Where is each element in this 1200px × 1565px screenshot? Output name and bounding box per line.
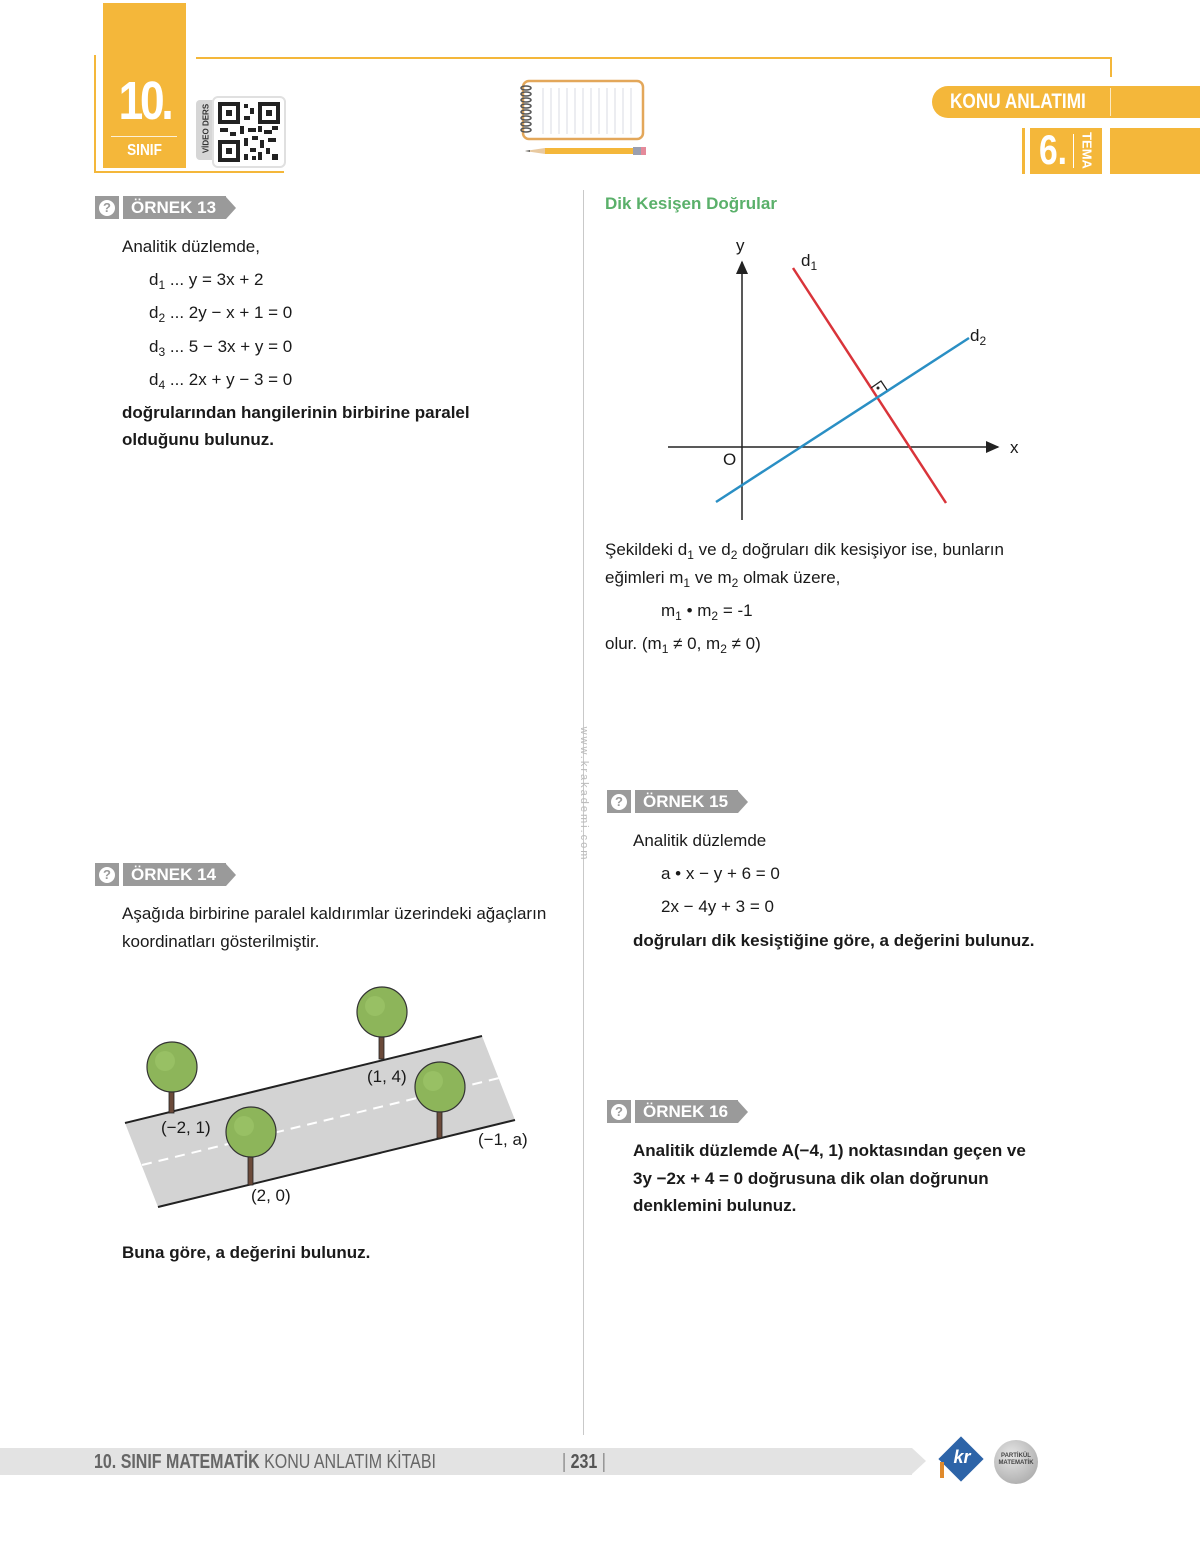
road-trees-illustration [115, 975, 545, 1215]
question-icon: ? [95, 196, 119, 219]
example-14-tag [95, 863, 236, 886]
theme-bar [1022, 128, 1025, 174]
kr-logo-text: kr [953, 1447, 971, 1467]
theory-paragraph-2: eğimleri $m_1$ ve $m_2$ olmak üzere, [605, 568, 841, 590]
x-axis-label: x [1010, 438, 1019, 457]
example-13-line-d4: $d_4$ ... 2x + y − 3 = 0 [149, 370, 293, 392]
example-13-tag [95, 196, 236, 219]
example-15-label: ÖRNEK 15 [635, 790, 738, 813]
example-13-line-d2: $d_2$ ... 2y − x + 1 = 0 [149, 303, 293, 325]
partikul-logo-text: PARTİKÜL MATEMATİK [998, 1453, 1034, 1466]
theory-paragraph-3: olur. ($m_1 \ne 0$, $m_2 \ne 0$) [605, 634, 761, 656]
theme-divider [1073, 134, 1074, 168]
example-13-intro: Analitik düzlemde, [122, 237, 260, 256]
website-watermark: www.krakademi.com [578, 726, 590, 862]
section-label: KONU ANLATIMI [950, 90, 1086, 113]
example-13-line-d3: $d_3$ ... 5 − 3x + y = 0 [149, 337, 293, 359]
qr-code[interactable] [212, 96, 286, 168]
d1-label: $d_1$ [801, 251, 818, 273]
example-15-tag [607, 790, 748, 813]
footer-title-regular: KONU ANLATIM KİTABI [259, 1451, 436, 1473]
example-15-question: doğruları dik kesiştiğine göre, a değerini bulunuz. [633, 931, 1035, 950]
point-label-tree-4: (−1, a) [478, 1130, 528, 1149]
theory-title: Dik Kesişen Doğrular [605, 194, 777, 213]
example-13-label: ÖRNEK 13 [123, 196, 226, 219]
header-frame-bottom [94, 171, 284, 173]
theory-formula: $m_1$ • $m_2 = -1$ [661, 601, 753, 623]
tree-icon [357, 987, 407, 1059]
question-icon: ? [607, 790, 631, 813]
example-13-question-2: olduğunu bulunuz. [122, 430, 275, 449]
example-14-line-1: Aşağıda birbirine paralel kaldırımlar üzerindeki ağaçların [122, 904, 547, 923]
example-14-label: ÖRNEK 14 [123, 863, 226, 886]
theory-paragraph-1: Şekildeki $d_1$ ve $d_2$ doğruları dik kesişiyor ise, bunların [605, 540, 1004, 562]
grade-label: SINIF [127, 142, 162, 159]
video-label: VİDEO DERS [201, 103, 211, 154]
footer-title [94, 1451, 436, 1474]
section-divider [1110, 88, 1111, 116]
example-14-question: Buna göre, a değerini bulunuz. [122, 1243, 371, 1262]
question-icon: ? [95, 863, 119, 886]
d2-label: $d_2$ [970, 326, 987, 348]
theme-number: 6. [1038, 126, 1068, 173]
example-16-tag [607, 1100, 748, 1123]
header-frame-left [94, 55, 96, 173]
tag-arrow [738, 1101, 748, 1123]
header-top-line-end [1110, 57, 1112, 77]
header-top-line [196, 57, 1112, 59]
line-d2 [716, 338, 969, 502]
theme-bar-right [1110, 128, 1200, 174]
perpendicular-lines-graph [660, 230, 1040, 530]
kr-logo-tassel [940, 1462, 944, 1478]
example-16-line-2: 3y −2x + 4 = 0 doğrusuna dik olan doğrunun [633, 1169, 989, 1188]
example-16-line-1: Analitik düzlemde A(−4, 1) noktasından geçen ve [633, 1141, 1026, 1160]
point-label-tree-1: (−2, 1) [161, 1118, 211, 1137]
example-15-eq1: a • x − y + 6 = 0 [661, 864, 780, 883]
qr-code-icon [214, 98, 284, 166]
example-14-line-2: koordinatları gösterilmiştir. [122, 932, 320, 951]
grade-number: 10. [118, 71, 171, 131]
origin-label: O [723, 450, 737, 469]
tag-arrow [226, 864, 236, 886]
footer-title-bold: 10. SINIF MATEMATİK [94, 1451, 260, 1473]
notebook-pencil-icon [515, 78, 650, 160]
example-16-label: ÖRNEK 16 [635, 1100, 738, 1123]
tag-arrow [738, 791, 748, 813]
theme-label: TEMA [1079, 132, 1095, 169]
tag-arrow [226, 197, 236, 219]
y-axis-label: y [736, 236, 745, 255]
example-15-intro: Analitik düzlemde [633, 831, 767, 850]
grade-divider [111, 136, 177, 137]
example-15-eq2: 2x − 4y + 3 = 0 [661, 897, 774, 916]
line-d1 [793, 268, 946, 503]
example-13-question-1: doğrularından hangilerinin birbirine paralel [122, 403, 470, 422]
page-number: | 231 | [562, 1451, 606, 1473]
footer-arrow [912, 1448, 926, 1474]
tree-icon [147, 1042, 197, 1113]
right-angle-dot [877, 387, 880, 390]
example-13-line-d1: $d_1$ ... y = 3x + 2 [149, 270, 264, 292]
question-icon: ? [607, 1100, 631, 1123]
example-16-line-3: denklemini bulunuz. [633, 1196, 797, 1215]
point-label-tree-3: (2, 0) [251, 1186, 291, 1205]
point-label-tree-2: (1, 4) [367, 1067, 407, 1086]
